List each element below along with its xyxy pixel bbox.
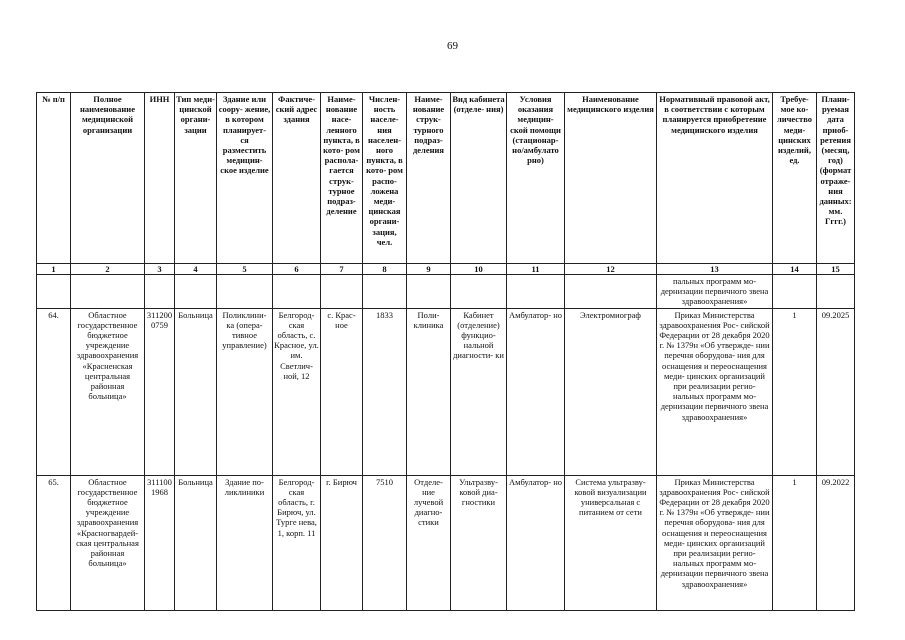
header-date: Плани- руемая дата приоб- ретения (месяц, год) (формат отраже- ния данных: мм. Гггг.) xyxy=(817,93,855,264)
legal-act: Приказ Министерства здравоохранения Рос- сийской Федерации от 28 декабря 2020 г. № 1379н «Об утвержде- нии перечня оборудова- ния для оснащения и переоснащения меди- цинских организаций при реализации регио- нальных программ мо- дернизации первичного звена здравоохранения» xyxy=(657,475,773,610)
settlement: с. Крас- ное xyxy=(321,308,363,475)
header-type: Тип меди- цинской органи- зации xyxy=(175,93,217,264)
population: 1833 xyxy=(363,308,407,475)
header-address: Фактиче- ский адрес здания xyxy=(273,93,321,264)
col-number: 7 xyxy=(321,264,363,275)
table-row xyxy=(37,308,855,475)
page-number: 69 xyxy=(447,40,458,52)
org-type: Больница xyxy=(175,475,217,610)
conditions: Амбулатор- но xyxy=(507,308,565,475)
header-inn: ИНН xyxy=(145,93,175,264)
col-number: 10 xyxy=(451,264,507,275)
col-number: 5 xyxy=(217,264,273,275)
inn: 3111001968 xyxy=(145,475,175,610)
col-number: 2 xyxy=(71,264,145,275)
conditions: Амбулатор- но xyxy=(507,475,565,610)
header-quantity: Требуе- мое ко- личество меди- цинских изделий, ед. xyxy=(773,93,817,264)
equipment-table xyxy=(36,92,855,611)
header-subdivision: Наиме- нование струк- турного подраз- деления xyxy=(407,93,451,264)
col-number: 11 xyxy=(507,264,565,275)
header-conditions: Условия оказания медицин- ской помощи (стационар- но/амбулато рно) xyxy=(507,93,565,264)
continuation-text: пальных программ мо- дернизации первичного звена здравоохранения» xyxy=(657,275,773,309)
org-type: Больница xyxy=(175,308,217,475)
col-number: 8 xyxy=(363,264,407,275)
inn: 3112000759 xyxy=(145,308,175,475)
col-number: 6 xyxy=(273,264,321,275)
col-number: 13 xyxy=(657,264,773,275)
column-number-row xyxy=(37,264,855,275)
subdivision: Отделе- ние лучевой диагно- стики xyxy=(407,475,451,610)
population: 7510 xyxy=(363,475,407,610)
row-num: 65. xyxy=(37,475,71,610)
header-building: Здание или соору- жение, в котором планирует- ся разместить медицин- ское изделие xyxy=(217,93,273,264)
building: Поликлини- ка (опера- тивное управление) xyxy=(217,308,273,475)
col-number: 1 xyxy=(37,264,71,275)
quantity: 1 xyxy=(773,475,817,610)
col-number: 12 xyxy=(565,264,657,275)
device: Электромиограф xyxy=(565,308,657,475)
cabinet: Кабинет (отделение) функцио- нальной диагности- ки xyxy=(451,308,507,475)
table-row xyxy=(37,475,855,610)
org-name: Областное государственное бюджетное учреждение здравоохранения «Красненская центральная районная больница» xyxy=(71,308,145,475)
header-org: Полное наименование медицинской организации xyxy=(71,93,145,264)
subdivision: Поли- клиника xyxy=(407,308,451,475)
col-number: 9 xyxy=(407,264,451,275)
org-name: Областное государственное бюджетное учреждение здравоохранения «Красногвардей- ская центральная районная больница» xyxy=(71,475,145,610)
header-settlement: Наиме- нование насе- ленного пункта, в кото- ром распола- гается струк- турное подраз- деление xyxy=(321,93,363,264)
header-num: № п/п xyxy=(37,93,71,264)
row-num: 64. xyxy=(37,308,71,475)
col-number: 15 xyxy=(817,264,855,275)
header-act: Нормативный правовой акт, в соответствии с которым планируется приобретение медицинского изделия xyxy=(657,93,773,264)
building: Здание по- ликлиники xyxy=(217,475,273,610)
continuation-row xyxy=(37,275,855,309)
settlement: г. Бирюч xyxy=(321,475,363,610)
header-cabinet: Вид кабинета (отделе- ния) xyxy=(451,93,507,264)
legal-act: Приказ Министерства здравоохранения Рос- сийской Федерации от 28 декабря 2020 г. № 1379н «Об утвержде- нии перечня оборудова- ния для оснащения и переоснащения меди- цинских организаций при реализации регио- нальных программ мо- дернизации первичного звена здравоохранения» xyxy=(657,308,773,475)
col-number: 3 xyxy=(145,264,175,275)
address: Белгород- ская область, с. Красное, ул. им. Светлич- ной, 12 xyxy=(273,308,321,475)
cabinet: Ультразву- ковой диа- гностики xyxy=(451,475,507,610)
purchase-date: 09.2022 xyxy=(817,475,855,610)
purchase-date: 09.2025 xyxy=(817,308,855,475)
header-population: Числен- ность населе- ния населен- ного пункта, в кото- ром распо- ложена меди- цинская органи- зация, чел. xyxy=(363,93,407,264)
header-row xyxy=(37,93,855,264)
quantity: 1 xyxy=(773,308,817,475)
col-number: 14 xyxy=(773,264,817,275)
header-device: Наименование медицинского изделия xyxy=(565,93,657,264)
address: Белгород- ская область, г. Бирюч, ул. Тургe нева, 1, корп. 11 xyxy=(273,475,321,610)
device: Система ультразву- ковой визуализации универсальная с питанием от сети xyxy=(565,475,657,610)
equipment-register xyxy=(36,92,854,611)
col-number: 4 xyxy=(175,264,217,275)
